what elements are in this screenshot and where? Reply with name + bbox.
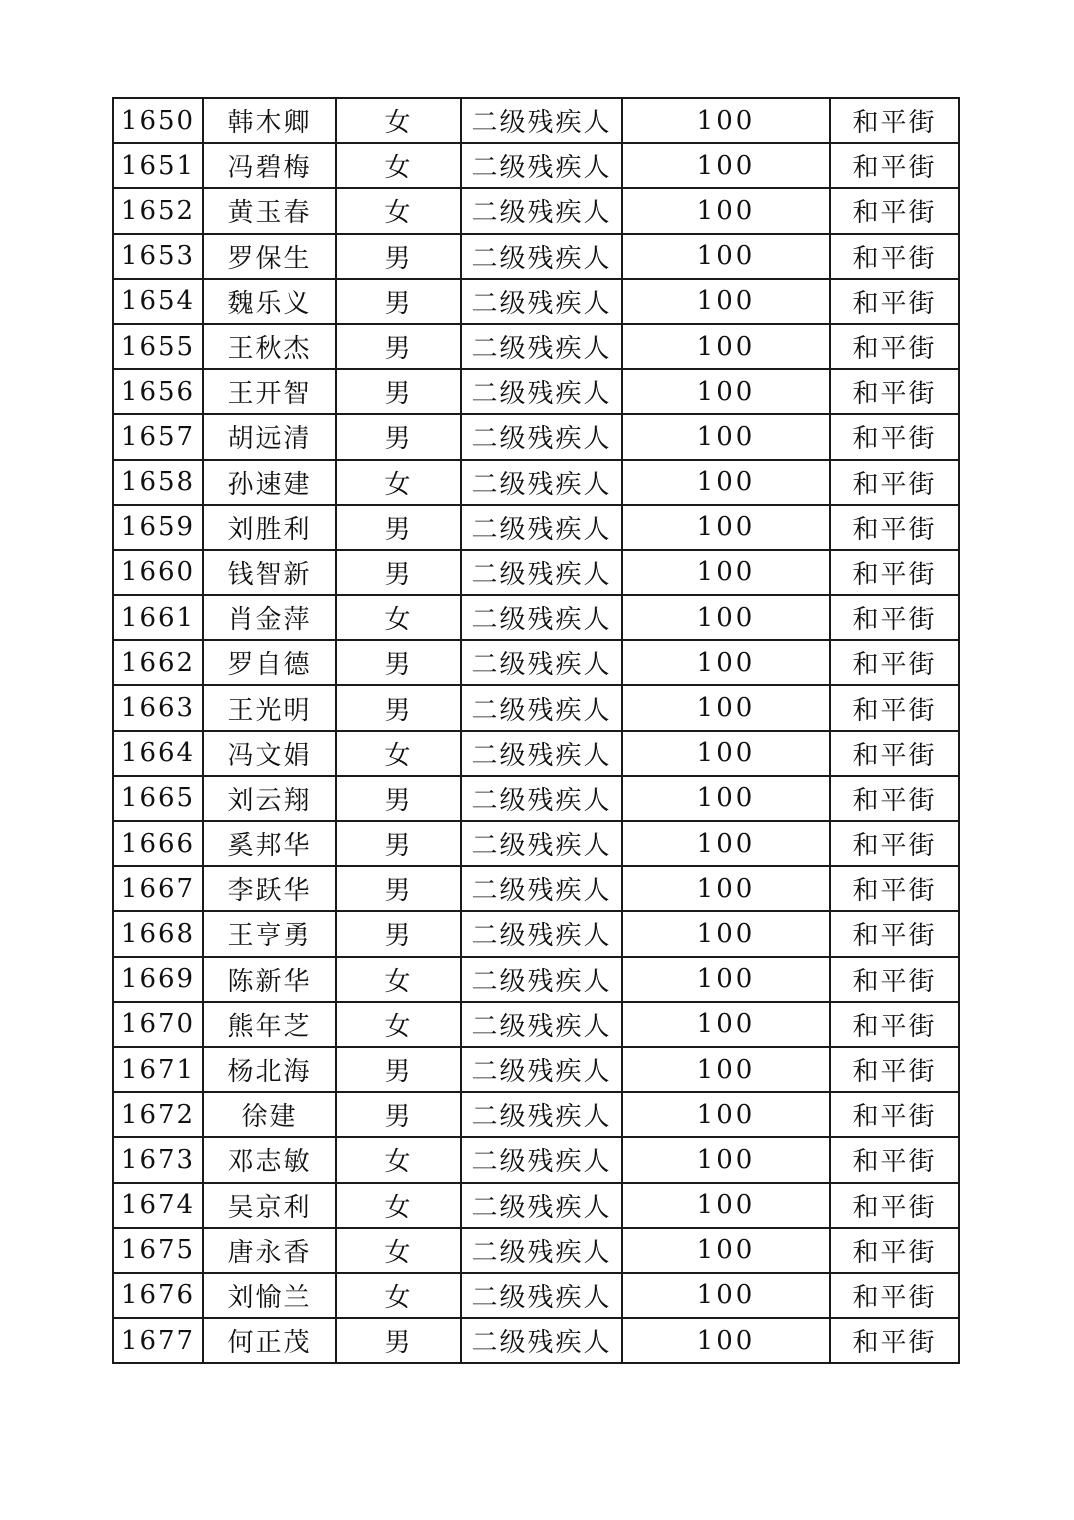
cell-disability-level: 二级残疾人 <box>461 505 622 550</box>
table-row <box>113 324 959 369</box>
table-row <box>113 1183 959 1228</box>
cell-name: 王亨勇 <box>203 911 336 956</box>
cell-street: 和平街 <box>830 324 959 369</box>
cell-serial-number: 1672 <box>113 1092 203 1137</box>
cell-gender: 男 <box>336 685 461 730</box>
cell-disability-level: 二级残疾人 <box>461 866 622 911</box>
cell-serial-number: 1675 <box>113 1228 203 1273</box>
cell-gender: 男 <box>336 279 461 324</box>
cell-serial-number: 1661 <box>113 595 203 640</box>
cell-name: 熊年芝 <box>203 1002 336 1047</box>
table-row <box>113 595 959 640</box>
cell-street: 和平街 <box>830 1002 959 1047</box>
cell-disability-level: 二级残疾人 <box>461 1318 622 1363</box>
table-row <box>113 1047 959 1092</box>
cell-name: 陈新华 <box>203 957 336 1002</box>
cell-gender: 女 <box>336 143 461 188</box>
cell-amount: 100 <box>622 1183 830 1228</box>
cell-amount: 100 <box>622 731 830 776</box>
cell-name: 李跃华 <box>203 866 336 911</box>
cell-amount: 100 <box>622 1318 830 1363</box>
cell-serial-number: 1664 <box>113 731 203 776</box>
cell-amount: 100 <box>622 369 830 414</box>
cell-amount: 100 <box>622 1092 830 1137</box>
cell-gender: 女 <box>336 1273 461 1318</box>
cell-street: 和平街 <box>830 685 959 730</box>
cell-street: 和平街 <box>830 821 959 866</box>
cell-name: 黄玉春 <box>203 188 336 233</box>
cell-name: 徐建 <box>203 1092 336 1137</box>
cell-amount: 100 <box>622 957 830 1002</box>
cell-name: 刘愉兰 <box>203 1273 336 1318</box>
cell-disability-level: 二级残疾人 <box>461 279 622 324</box>
cell-serial-number: 1669 <box>113 957 203 1002</box>
cell-serial-number: 1666 <box>113 821 203 866</box>
cell-gender: 女 <box>336 1228 461 1273</box>
table-row <box>113 188 959 233</box>
table-row <box>113 279 959 324</box>
roster-table <box>112 97 960 1364</box>
cell-disability-level: 二级残疾人 <box>461 1047 622 1092</box>
table-row <box>113 1228 959 1273</box>
cell-disability-level: 二级残疾人 <box>461 1002 622 1047</box>
table-row <box>113 866 959 911</box>
cell-street: 和平街 <box>830 143 959 188</box>
cell-name: 邓志敏 <box>203 1137 336 1182</box>
cell-disability-level: 二级残疾人 <box>461 460 622 505</box>
cell-amount: 100 <box>622 550 830 595</box>
cell-name: 奚邦华 <box>203 821 336 866</box>
cell-street: 和平街 <box>830 731 959 776</box>
cell-street: 和平街 <box>830 1273 959 1318</box>
cell-street: 和平街 <box>830 460 959 505</box>
cell-gender: 女 <box>336 188 461 233</box>
cell-serial-number: 1659 <box>113 505 203 550</box>
table-row <box>113 460 959 505</box>
cell-disability-level: 二级残疾人 <box>461 911 622 956</box>
cell-amount: 100 <box>622 460 830 505</box>
cell-gender: 男 <box>336 911 461 956</box>
cell-serial-number: 1658 <box>113 460 203 505</box>
cell-gender: 男 <box>336 505 461 550</box>
cell-name: 胡远清 <box>203 414 336 459</box>
cell-gender: 男 <box>336 1318 461 1363</box>
cell-gender: 女 <box>336 98 461 143</box>
cell-serial-number: 1651 <box>113 143 203 188</box>
cell-disability-level: 二级残疾人 <box>461 414 622 459</box>
cell-street: 和平街 <box>830 550 959 595</box>
cell-street: 和平街 <box>830 957 959 1002</box>
cell-disability-level: 二级残疾人 <box>461 1137 622 1182</box>
cell-disability-level: 二级残疾人 <box>461 731 622 776</box>
cell-street: 和平街 <box>830 414 959 459</box>
cell-name: 王光明 <box>203 685 336 730</box>
cell-amount: 100 <box>622 595 830 640</box>
cell-name: 钱智新 <box>203 550 336 595</box>
cell-gender: 女 <box>336 460 461 505</box>
cell-disability-level: 二级残疾人 <box>461 776 622 821</box>
cell-gender: 女 <box>336 957 461 1002</box>
cell-serial-number: 1676 <box>113 1273 203 1318</box>
cell-serial-number: 1674 <box>113 1183 203 1228</box>
table-row <box>113 234 959 279</box>
cell-gender: 男 <box>336 550 461 595</box>
table-row <box>113 911 959 956</box>
cell-serial-number: 1657 <box>113 414 203 459</box>
cell-gender: 男 <box>336 369 461 414</box>
cell-amount: 100 <box>622 98 830 143</box>
cell-amount: 100 <box>622 1273 830 1318</box>
cell-name: 罗保生 <box>203 234 336 279</box>
cell-street: 和平街 <box>830 279 959 324</box>
cell-amount: 100 <box>622 640 830 685</box>
cell-street: 和平街 <box>830 1228 959 1273</box>
cell-amount: 100 <box>622 776 830 821</box>
table-row <box>113 731 959 776</box>
cell-name: 刘云翔 <box>203 776 336 821</box>
cell-amount: 100 <box>622 279 830 324</box>
table-row <box>113 1137 959 1182</box>
cell-serial-number: 1671 <box>113 1047 203 1092</box>
cell-name: 唐永香 <box>203 1228 336 1273</box>
table-row <box>113 505 959 550</box>
cell-name: 罗自德 <box>203 640 336 685</box>
table-row <box>113 1092 959 1137</box>
cell-name: 王开智 <box>203 369 336 414</box>
cell-street: 和平街 <box>830 98 959 143</box>
cell-amount: 100 <box>622 1047 830 1092</box>
cell-serial-number: 1652 <box>113 188 203 233</box>
cell-name: 冯碧梅 <box>203 143 336 188</box>
cell-amount: 100 <box>622 685 830 730</box>
cell-serial-number: 1673 <box>113 1137 203 1182</box>
cell-gender: 男 <box>336 234 461 279</box>
cell-disability-level: 二级残疾人 <box>461 1273 622 1318</box>
cell-serial-number: 1653 <box>113 234 203 279</box>
cell-name: 杨北海 <box>203 1047 336 1092</box>
cell-street: 和平街 <box>830 1183 959 1228</box>
cell-serial-number: 1665 <box>113 776 203 821</box>
cell-amount: 100 <box>622 324 830 369</box>
cell-street: 和平街 <box>830 776 959 821</box>
cell-gender: 男 <box>336 776 461 821</box>
cell-gender: 女 <box>336 595 461 640</box>
cell-gender: 男 <box>336 324 461 369</box>
cell-gender: 男 <box>336 821 461 866</box>
cell-street: 和平街 <box>830 369 959 414</box>
cell-name: 肖金萍 <box>203 595 336 640</box>
table-row <box>113 776 959 821</box>
cell-disability-level: 二级残疾人 <box>461 1092 622 1137</box>
cell-disability-level: 二级残疾人 <box>461 640 622 685</box>
cell-disability-level: 二级残疾人 <box>461 1183 622 1228</box>
cell-street: 和平街 <box>830 505 959 550</box>
cell-street: 和平街 <box>830 1137 959 1182</box>
cell-amount: 100 <box>622 1002 830 1047</box>
table-row <box>113 1273 959 1318</box>
cell-serial-number: 1650 <box>113 98 203 143</box>
cell-name: 韩木卿 <box>203 98 336 143</box>
cell-disability-level: 二级残疾人 <box>461 550 622 595</box>
cell-amount: 100 <box>622 821 830 866</box>
table-row <box>113 414 959 459</box>
table-row <box>113 143 959 188</box>
cell-street: 和平街 <box>830 911 959 956</box>
cell-disability-level: 二级残疾人 <box>461 324 622 369</box>
table-row <box>113 640 959 685</box>
cell-gender: 男 <box>336 640 461 685</box>
cell-amount: 100 <box>622 911 830 956</box>
cell-amount: 100 <box>622 414 830 459</box>
cell-gender: 女 <box>336 1137 461 1182</box>
cell-serial-number: 1656 <box>113 369 203 414</box>
cell-street: 和平街 <box>830 1318 959 1363</box>
table-row <box>113 550 959 595</box>
cell-gender: 男 <box>336 1047 461 1092</box>
cell-serial-number: 1677 <box>113 1318 203 1363</box>
cell-disability-level: 二级残疾人 <box>461 234 622 279</box>
cell-disability-level: 二级残疾人 <box>461 143 622 188</box>
cell-name: 刘胜利 <box>203 505 336 550</box>
table-row <box>113 957 959 1002</box>
roster-body <box>113 98 959 1363</box>
cell-disability-level: 二级残疾人 <box>461 188 622 233</box>
cell-street: 和平街 <box>830 234 959 279</box>
cell-serial-number: 1660 <box>113 550 203 595</box>
cell-serial-number: 1655 <box>113 324 203 369</box>
cell-amount: 100 <box>622 866 830 911</box>
table-row <box>113 685 959 730</box>
cell-disability-level: 二级残疾人 <box>461 1228 622 1273</box>
cell-name: 何正茂 <box>203 1318 336 1363</box>
cell-disability-level: 二级残疾人 <box>461 957 622 1002</box>
cell-name: 魏乐义 <box>203 279 336 324</box>
cell-serial-number: 1668 <box>113 911 203 956</box>
cell-name: 王秋杰 <box>203 324 336 369</box>
table-row <box>113 821 959 866</box>
cell-disability-level: 二级残疾人 <box>461 685 622 730</box>
cell-amount: 100 <box>622 1228 830 1273</box>
table-row <box>113 1002 959 1047</box>
cell-amount: 100 <box>622 188 830 233</box>
cell-amount: 100 <box>622 1137 830 1182</box>
cell-name: 孙速建 <box>203 460 336 505</box>
table-row <box>113 1318 959 1363</box>
cell-street: 和平街 <box>830 1092 959 1137</box>
table-row <box>113 98 959 143</box>
cell-amount: 100 <box>622 234 830 279</box>
cell-name: 冯文娟 <box>203 731 336 776</box>
cell-serial-number: 1667 <box>113 866 203 911</box>
cell-gender: 女 <box>336 731 461 776</box>
cell-street: 和平街 <box>830 1047 959 1092</box>
cell-gender: 女 <box>336 1183 461 1228</box>
cell-disability-level: 二级残疾人 <box>461 595 622 640</box>
cell-gender: 男 <box>336 414 461 459</box>
cell-amount: 100 <box>622 505 830 550</box>
cell-street: 和平街 <box>830 866 959 911</box>
cell-disability-level: 二级残疾人 <box>461 821 622 866</box>
cell-gender: 男 <box>336 1092 461 1137</box>
cell-street: 和平街 <box>830 595 959 640</box>
cell-street: 和平街 <box>830 640 959 685</box>
cell-street: 和平街 <box>830 188 959 233</box>
cell-serial-number: 1662 <box>113 640 203 685</box>
cell-amount: 100 <box>622 143 830 188</box>
cell-serial-number: 1663 <box>113 685 203 730</box>
table-row <box>113 369 959 414</box>
cell-serial-number: 1670 <box>113 1002 203 1047</box>
cell-disability-level: 二级残疾人 <box>461 369 622 414</box>
cell-gender: 女 <box>336 1002 461 1047</box>
cell-name: 吴京利 <box>203 1183 336 1228</box>
cell-serial-number: 1654 <box>113 279 203 324</box>
cell-disability-level: 二级残疾人 <box>461 98 622 143</box>
cell-gender: 男 <box>336 866 461 911</box>
